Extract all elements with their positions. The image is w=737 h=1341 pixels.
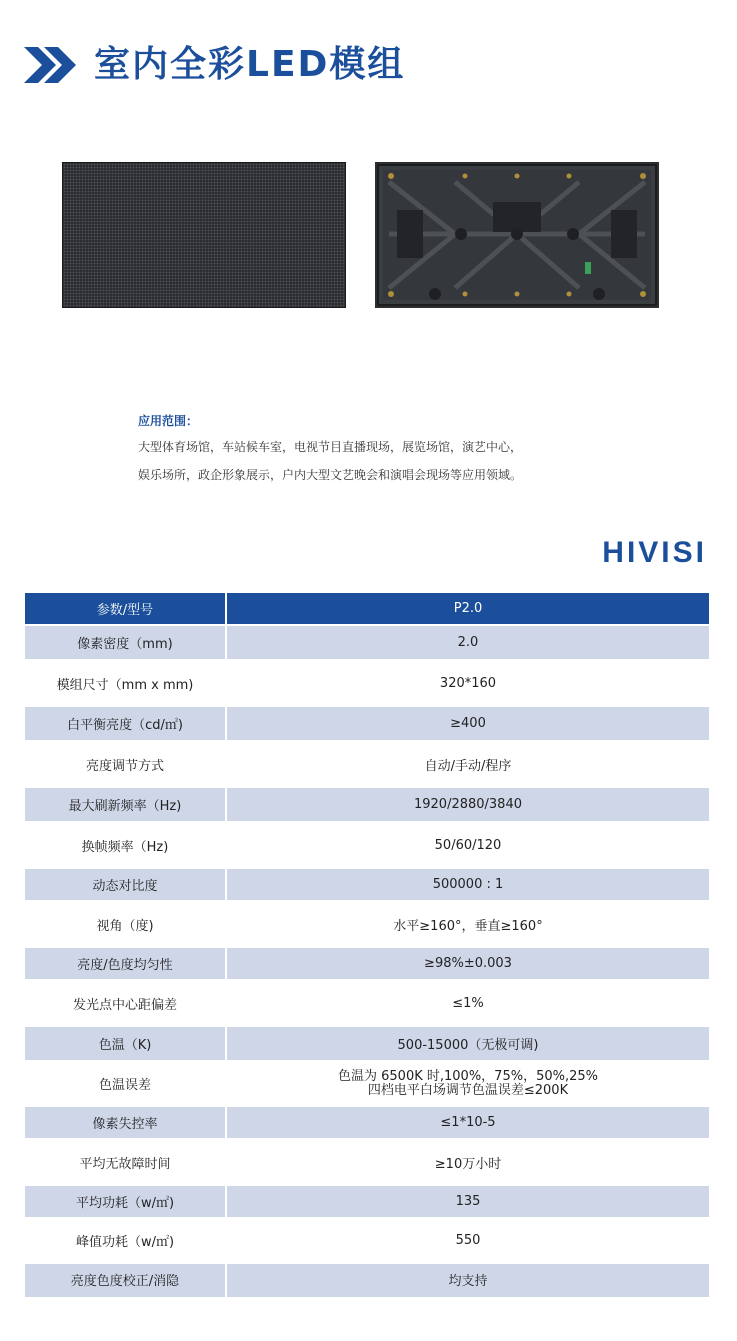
module-front-image	[62, 162, 346, 308]
module-back-image	[375, 162, 659, 308]
page-header	[22, 40, 405, 90]
application-title: 应用范围：	[138, 414, 199, 428]
table-row	[25, 660, 709, 706]
param-label: 模组尺寸（mm x mm)	[25, 660, 226, 706]
brand-logo: HIVISI	[602, 536, 707, 569]
application-text-line: 大型体育场馆，车站候车室，电视节目直播现场，展览场馆，演艺中心，	[138, 440, 523, 454]
param-value: 2.0	[226, 625, 709, 660]
param-value: ≥10万小时	[226, 1139, 709, 1185]
table-row	[25, 980, 709, 1026]
table-row	[25, 868, 709, 901]
table-row	[25, 901, 709, 947]
column-header: P2.0	[226, 593, 709, 625]
param-label: 视角（度)	[25, 901, 226, 947]
param-value: 50/60/120	[226, 822, 709, 868]
param-value: 500000 : 1	[226, 868, 709, 901]
param-label: 平均无故障时间	[25, 1139, 226, 1185]
table-header-row	[25, 593, 709, 625]
param-value: 320*160	[226, 660, 709, 706]
param-label: 峰值功耗（w/㎡)	[25, 1218, 226, 1263]
table-row	[25, 1263, 709, 1296]
param-value: ≥400	[226, 706, 709, 741]
param-value: 500-15000（无极可调)	[226, 1026, 709, 1061]
param-label: 亮度色度校正/消隐	[25, 1263, 226, 1296]
application-text-line: 娱乐场所，政企形象展示，户内大型文艺晚会和演唱会现场等应用领域。	[138, 468, 523, 482]
table-row	[25, 625, 709, 660]
table-row	[25, 1139, 709, 1185]
page-title: 室内全彩LED模组	[94, 44, 406, 85]
param-value: 550	[226, 1218, 709, 1263]
param-label: 换帧频率（Hz)	[25, 822, 226, 868]
param-value-line: 色温为 6500K 时,100%，75%，50%,25%	[338, 1068, 598, 1084]
param-label: 亮度/色度均匀性	[25, 947, 226, 980]
param-label: 平均功耗（w/㎡)	[25, 1185, 226, 1218]
param-value	[226, 1061, 709, 1106]
param-label: 色温误差	[25, 1061, 226, 1106]
table-row	[25, 1026, 709, 1061]
param-label: 发光点中心距偏差	[25, 980, 226, 1026]
table-row	[25, 1106, 709, 1139]
spec-table	[25, 593, 709, 1297]
table-row	[25, 1218, 709, 1263]
param-label: 动态对比度	[25, 868, 226, 901]
param-value: 自动/手动/程序	[226, 741, 709, 787]
param-value: 水平≥160°，垂直≥160°	[226, 901, 709, 947]
table-row	[25, 1185, 709, 1218]
param-label: 白平衡亮度（cd/㎡)	[25, 706, 226, 741]
param-value: ≤1%	[226, 980, 709, 1026]
column-header: 参数/型号	[25, 593, 226, 625]
table-row	[25, 706, 709, 741]
param-value: ≤1*10-5	[226, 1106, 709, 1139]
param-label: 色温（K)	[25, 1026, 226, 1061]
param-label: 像素密度（mm)	[25, 625, 226, 660]
param-value: 1920/2880/3840	[226, 787, 709, 822]
param-value: ≥98%±0.003	[226, 947, 709, 980]
table-row	[25, 822, 709, 868]
double-chevron-right-icon	[22, 43, 80, 87]
table-row	[25, 787, 709, 822]
table-row	[25, 947, 709, 980]
param-value: 均支持	[226, 1263, 709, 1296]
table-row	[25, 1061, 709, 1106]
param-value: 135	[226, 1185, 709, 1218]
param-value-line: 四档电平白场调节色温误差≤200K	[367, 1082, 569, 1098]
param-label: 像素失控率	[25, 1106, 226, 1139]
param-label: 亮度调节方式	[25, 741, 226, 787]
table-row	[25, 741, 709, 787]
param-label: 最大刷新频率（Hz)	[25, 787, 226, 822]
